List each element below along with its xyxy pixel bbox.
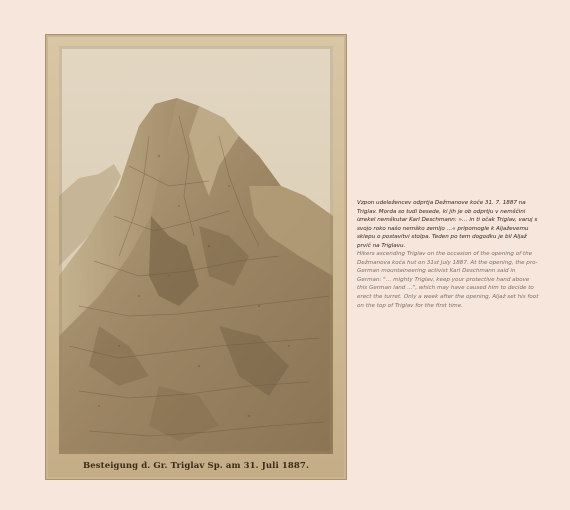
historical-photograph-card bbox=[45, 34, 347, 480]
caption-english: Hikers ascending Triglav on the occasion of the opening of the Dežmanova koča hut on 31st July 1887. At the opening, the pro-German mountaineering activist Karl Deschmann said in German: "… mighty Triglav, keep your protective hand above this German land …", which may have caused him to decide to erect the turret. Only a week after the opening, Aljaž set his foot on the top of Triglav for the first time. bbox=[357, 251, 539, 309]
caption-slovene: Vzpon udeležencev odprtja Dežmanove koče 31. 7. 1887 na Triglav. Morda so tudi besede, ki jih je ob odprtju v nemščini izrekel nemškutar Karl Deschmann: »… in ti očak Triglav, varuj s svojo roko našo nemško zemljo …« pripomogle k Aljaževemu sklepu o postavitvi stolpa. Teden po tem dogodku je bil Aljaž prvič na Triglavu. bbox=[357, 200, 538, 249]
description-block bbox=[357, 199, 539, 310]
mountain-photograph bbox=[59, 46, 333, 454]
photo-caption-bar bbox=[59, 459, 333, 473]
photo-caption: Besteigung d. Gr. Triglav Sp. am 31. Juli 1887. bbox=[82, 461, 310, 471]
mountain-peak-image bbox=[59, 46, 333, 454]
